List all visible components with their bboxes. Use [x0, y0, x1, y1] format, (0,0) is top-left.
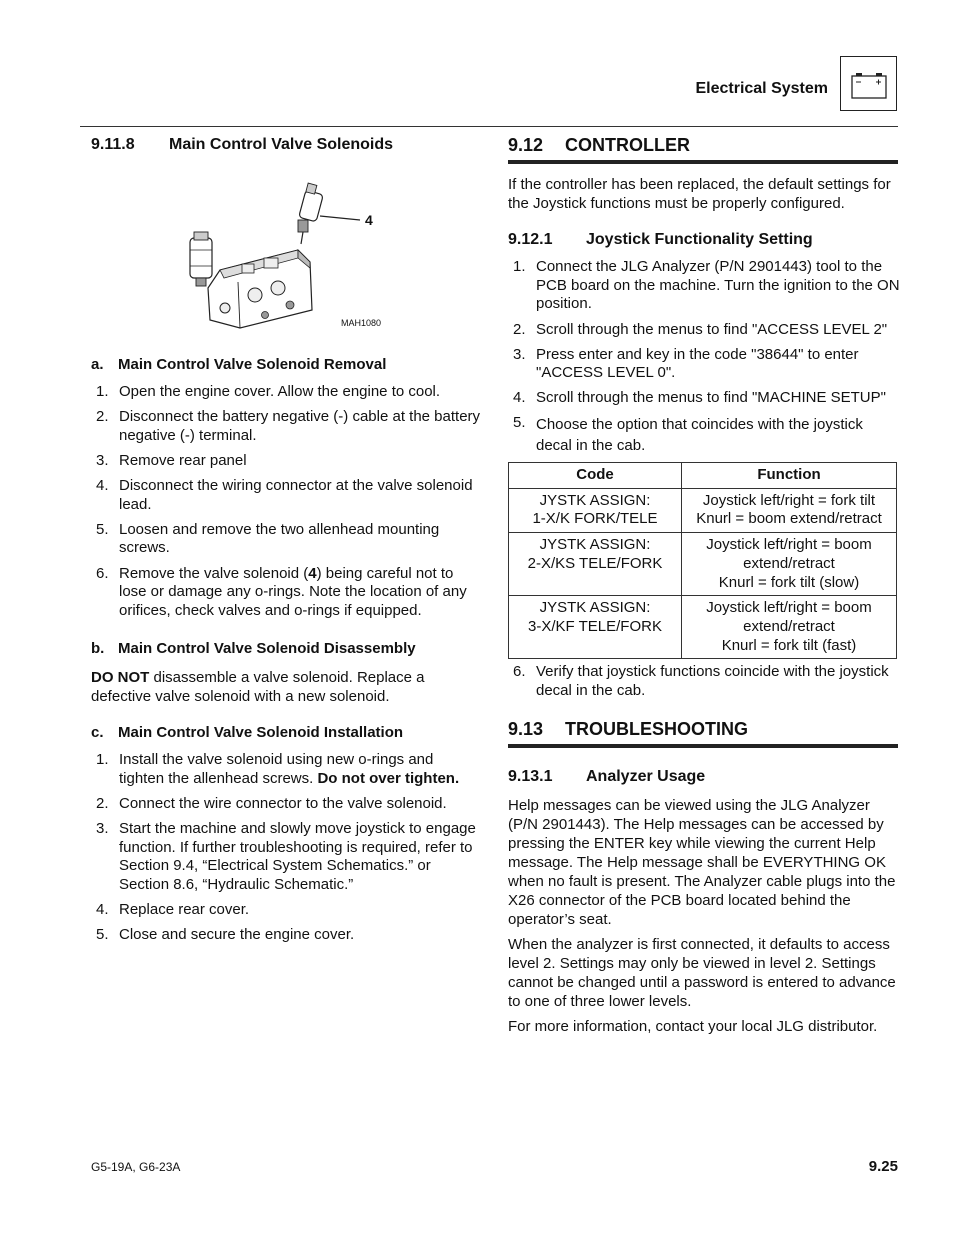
table-cell: Joystick left/right = fork tilt Knurl = boom extend/retract — [682, 488, 897, 532]
analyzer-paragraph: When the analyzer is first connected, it defaults to access level 2. Settings may only be viewed in level 2. Settings cannot be changed until a password is entered to advance to one of three lower levels. — [508, 936, 896, 1010]
joystick-steps — [508, 258, 900, 463]
list-item: 1. Install the valve solenoid using new o-rings and tighten the allenhead screws. Do not over tighten. — [96, 751, 460, 787]
section-heading-9-11-8: 9.11.8 Main Control Valve Solenoids — [91, 136, 394, 153]
page-header-title: Electrical System — [695, 80, 828, 97]
analyzer-paragraph: Help messages can be viewed using the JLG Analyzer (P/N 2901443). The Help messages can be accessed by pressing the ENTER key while viewing the current Help message. The Help message shall be EVERYTHING OK when no fault is present. The Analyzer cable plugs into the X26 connector of the PCB board located behind the operator’s seat. — [508, 797, 896, 928]
list-item: 2. Connect the wire connector to the valve solenoid. — [96, 794, 447, 812]
list-item: 1. Connect the JLG Analyzer (P/N 2901443) tool to the PCB board on the machine. Turn the ignition to the ON position. — [513, 258, 900, 313]
section-heading-troubleshooting: 9.13 TROUBLESHOOTING — [508, 719, 898, 748]
list-item: 5. Choose the option that coincides with the joystick decal in the cab. — [513, 414, 863, 455]
list-item: 3. Remove rear panel — [96, 451, 247, 469]
list-item: 3. Start the machine and slowly move joystick to engage function. If further troubleshooting is required, refer to Section 9.4, “Electrical System Schematics.” or Section 8.6, “Hydraulic Schematic.” — [96, 819, 476, 893]
subsection-heading-removal: a. Main Control Valve Solenoid Removal — [91, 356, 387, 373]
battery-icon — [840, 56, 897, 111]
valve-solenoid-figure — [180, 180, 400, 340]
analyzer-body — [508, 796, 900, 1036]
section-heading-joystick: 9.12.1 Joystick Functionality Setting — [508, 231, 813, 248]
list-item: 4. Disconnect the wiring connector at the valve solenoid lead. — [96, 476, 473, 513]
list-item: 3. Press enter and key in the code "38644" to enter "ACCESS LEVEL 0". — [513, 345, 859, 382]
analyzer-paragraph: For more information, contact your local JLG distributor. — [508, 1018, 878, 1035]
list-item: 4. Replace rear cover. — [96, 901, 250, 919]
header-rule — [80, 126, 898, 127]
table-cell: Joystick left/right = boom extend/retract Knurl = fork tilt (slow) — [682, 533, 897, 596]
footer-models: G5-19A, G6-23A — [91, 1160, 181, 1174]
page-number: 9.25 — [868, 1158, 898, 1175]
list-item: 6. Verify that joystick functions coincide with the joystick decal in the cab. — [513, 663, 889, 699]
list-item: 5. Loosen and remove the two allenhead mounting screws. — [96, 520, 440, 557]
table-cell: JYSTK ASSIGN: 2-X/KS TELE/FORK — [509, 533, 682, 596]
figure-code: MAH1080 — [341, 318, 382, 328]
list-item: 1. Open the engine cover. Allow the engine to cool. — [96, 383, 441, 400]
table-header-code: Code — [509, 463, 682, 489]
table-cell: JYSTK ASSIGN: 3-X/KF TELE/FORK — [509, 596, 682, 659]
table-row — [509, 533, 897, 596]
list-item: 2. Scroll through the menus to find "ACCESS LEVEL 2" — [513, 320, 888, 338]
subsection-heading-installation: c. Main Control Valve Solenoid Installation — [91, 724, 404, 741]
table-row — [509, 488, 897, 532]
list-item: 6. Remove the valve solenoid (4) being careful not to lose or damage any o-rings. Note the location of any orifices, check valves and o-rings if equipped. — [96, 564, 467, 619]
table-row — [509, 596, 897, 659]
removal-steps — [91, 383, 481, 627]
list-item: 4. Scroll through the menus to find "MACHINE SETUP" — [513, 389, 886, 407]
joystick-code-table — [508, 462, 897, 659]
table-cell: Joystick left/right = boom extend/retract Knurl = fork tilt (fast) — [682, 596, 897, 659]
table-header-function: Function — [682, 463, 897, 489]
list-item: 2. Disconnect the battery negative (-) cable at the battery negative (-) terminal. — [96, 408, 481, 444]
table-cell: JYSTK ASSIGN: 1-X/K FORK/TELE — [509, 488, 682, 532]
list-item: 5. Close and secure the engine cover. — [96, 926, 355, 944]
disassembly-paragraph: DO NOT disassemble a valve solenoid. Replace a defective valve solenoid with a new solenoid. — [91, 669, 425, 705]
installation-steps — [91, 751, 481, 951]
section-heading-controller: 9.12 CONTROLLER — [508, 135, 898, 164]
joystick-step-6 — [508, 663, 900, 707]
section-heading-analyzer: 9.13.1 Analyzer Usage — [508, 768, 706, 785]
subsection-heading-disassembly: b. Main Control Valve Solenoid Disassembly — [91, 640, 416, 657]
figure-callout-4: 4 — [365, 212, 373, 228]
controller-intro: If the controller has been replaced, the default settings for the Joystick functions must be properly configured. — [508, 176, 891, 212]
